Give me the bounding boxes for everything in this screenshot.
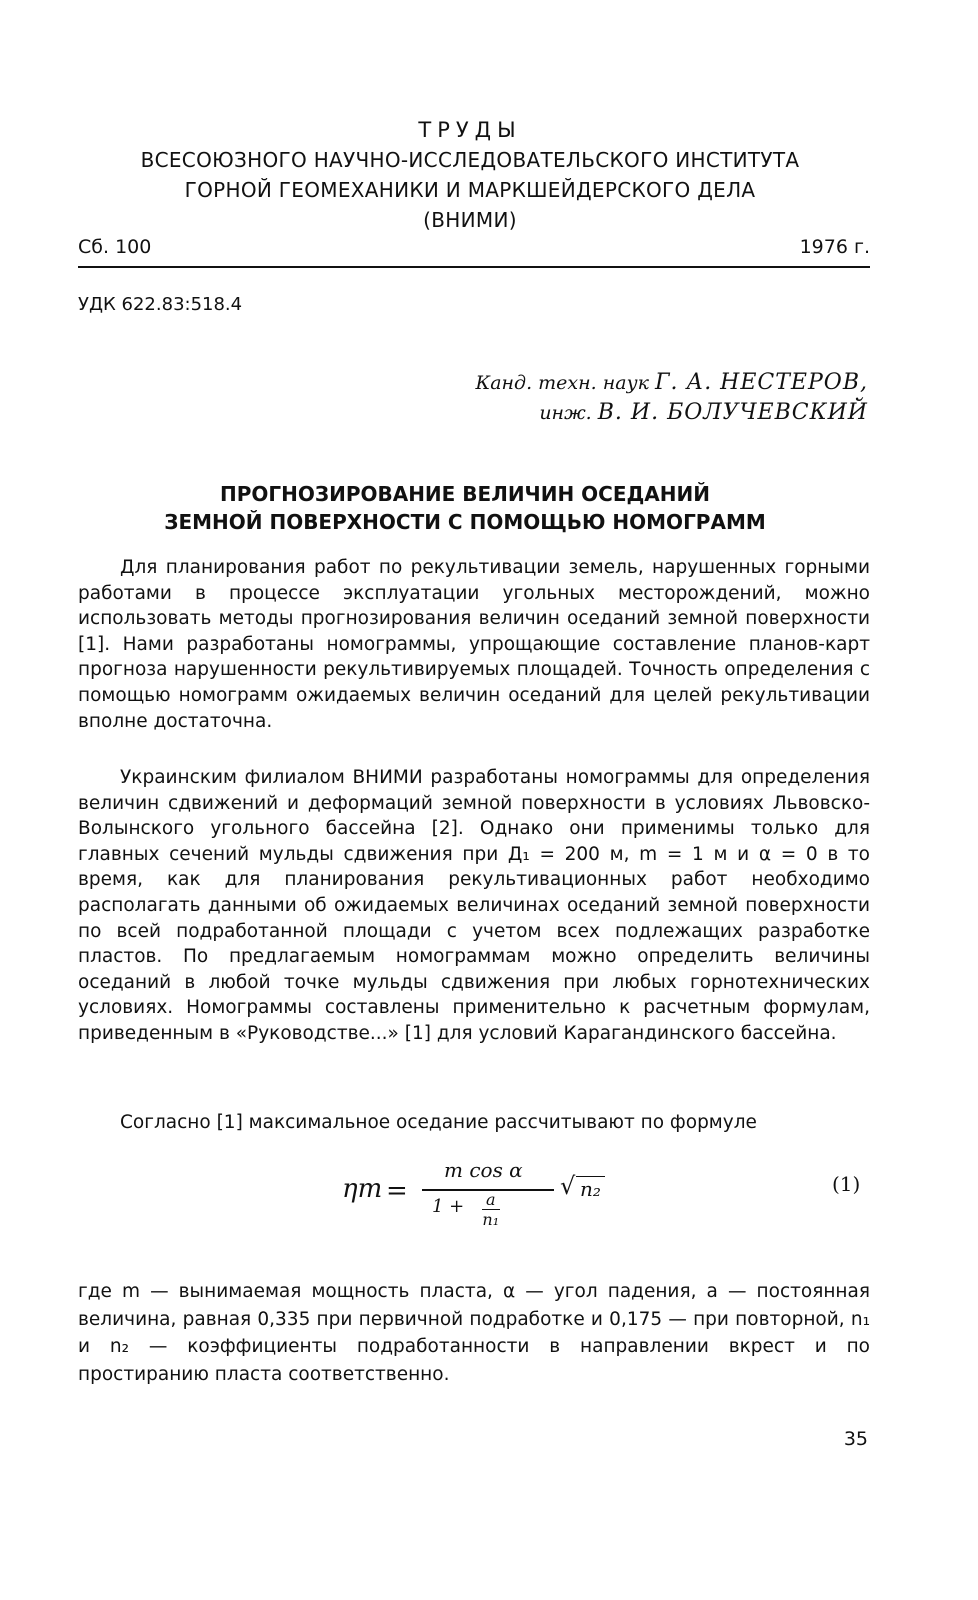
sqrt-radicand: n₂ (576, 1176, 605, 1201)
author-2-name: В. И. БОЛУЧЕВСКИЙ (597, 400, 868, 425)
formula-lhs: ηm (342, 1174, 383, 1204)
formula-denominator-one: 1 + (432, 1196, 465, 1217)
formula-inner-fraction (482, 1190, 500, 1229)
equation-number: (1) (832, 1172, 861, 1196)
author-1 (475, 370, 868, 395)
author-1-degree: Канд. техн. наук (475, 372, 649, 394)
inner-fraction-denominator: n₁ (482, 1210, 500, 1229)
author-1-name: Г. А. НЕСТЕРОВ, (654, 370, 868, 395)
udc-code: УДК 622.83:518.4 (78, 294, 243, 315)
formula-equals: = (386, 1176, 408, 1206)
volume-number: Сб. 100 (78, 236, 152, 258)
formula-numerator: m cos α (444, 1158, 523, 1182)
institute-abbrev: (ВНИМИ) (423, 208, 517, 232)
article-title-line-1: ПРОГНОЗИРОВАНИЕ ВЕЛИЧИН ОСЕДАНИЙ (219, 482, 711, 506)
formula-1 (336, 1158, 876, 1248)
article-title-line-2: ЗЕМНОЙ ПОВЕРХНОСТИ С ПОМОЩЬЮ НОМОГРАММ (164, 510, 766, 534)
journal-title: ТРУДЫ (418, 118, 522, 142)
paragraph-3: Согласно [1] максимальное оседание рассчитывают по формуле (120, 1112, 757, 1133)
paragraph-1: Для планирования работ по рекультивации земель, нарушенных горными работами в процессе эксплуатации угольных месторождений, можно использовать методы прогнозирования величин оседаний земной поверхности [1]. Нами разработаны номограммы, упрощающие составление планов-карт прогноза нарушенности рекультивируемых площадей. Точность определения с помощью номограмм ожидаемых величин оседаний для целей рекультивации вполне достаточна. (78, 557, 870, 732)
paragraph-2: Украинским филиалом ВНИМИ разработаны номограммы для определения величин сдвижений и деформаций земной поверхности в условиях Львовско-Волынского угольного бассейна [2]. Однако они применимы только для главных сечений мульды сдвижения при Д₁ = 200 м, m = 1 м и α = 0 в то время, как для планирования рекультивационных работ необходимо располагать данными об ожидаемых величинах оседаний земной поверхности по всей подработанной площади с учетом всех подлежащих разработке пластов. По предлагаемым номограммам можно определить величины оседаний в любой точке мульды сдвижения при любых горнотехнических условиях. Номограммы составлены применительно к расчетным формулам, приведенным в «Руководстве...» [1] для условий Карагандинского бассейна. (78, 767, 870, 1044)
publication-year: 1976 г. (799, 236, 870, 258)
paragraph-4: где m — вынимаемая мощность пласта, α — угол падения, a — постоянная величина, равная 0,335 при первичной подработке и 0,175 — при повторной, n₁ и n₂ — коэффициенты подработанности в направлении вкрест и по простиранию пласта соответственно. (78, 1281, 870, 1385)
institute-line-2: ГОРНОЙ ГЕОМЕХАНИКИ И МАРКШЕЙДЕРСКОГО ДЕЛА (184, 178, 756, 202)
sqrt-symbol: √ (560, 1172, 576, 1200)
header-rule (78, 266, 870, 268)
author-2 (539, 400, 868, 425)
institute-line-1: ВСЕСОЮЗНОГО НАУЧНО-ИССЛЕДОВАТЕЛЬСКОГО ИНСТИТУТА (140, 148, 800, 172)
page-number: 35 (843, 1428, 868, 1450)
inner-fraction-numerator: a (482, 1190, 500, 1210)
author-2-degree: инж. (539, 402, 592, 424)
